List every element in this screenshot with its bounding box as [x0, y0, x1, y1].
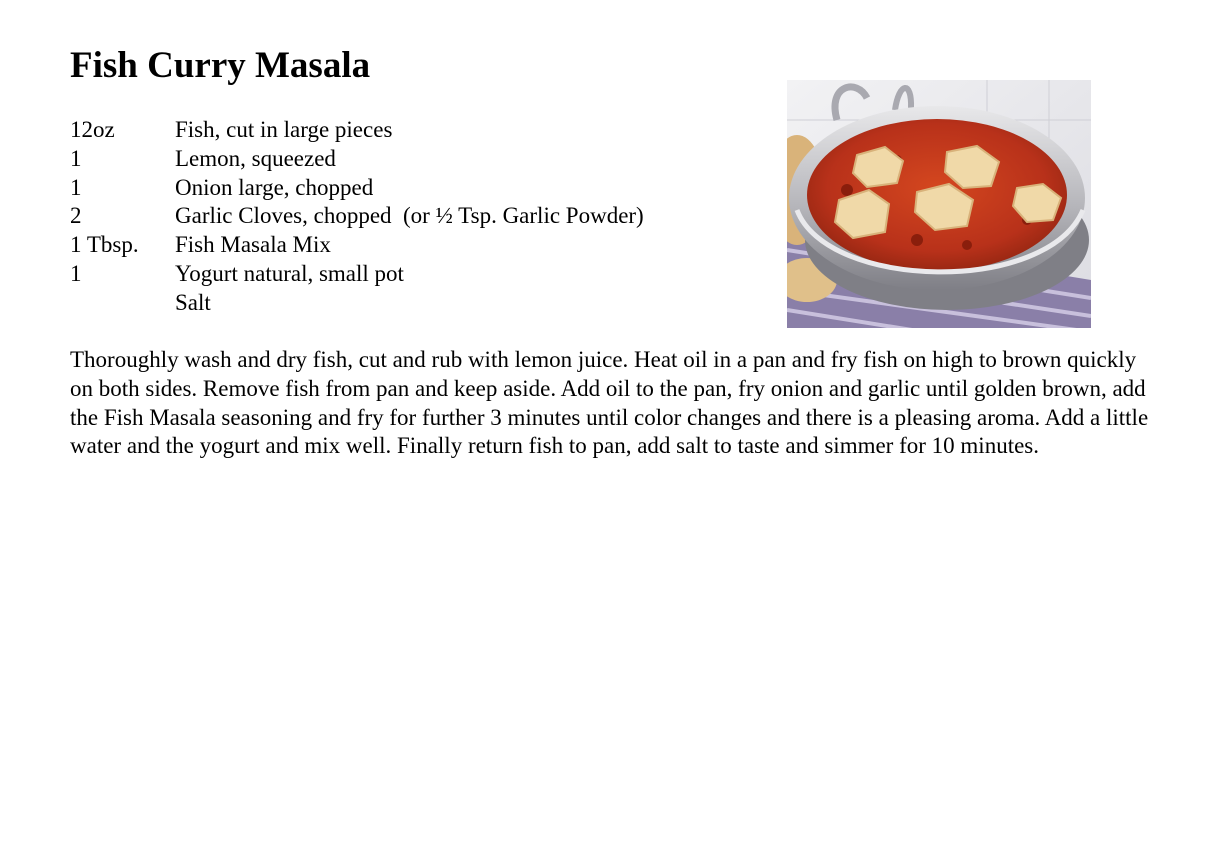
ingredient-quantity: 2 — [70, 203, 82, 229]
ingredient-quantity: 1 — [70, 145, 82, 171]
recipe-title: Fish Curry Masala — [70, 45, 371, 86]
ingredient-name: Fish Masala Mix — [175, 232, 331, 258]
fish-curry-pan-photo — [787, 80, 1091, 328]
ingredient-quantity: 1 — [70, 260, 82, 286]
ingredient-name: Lemon, squeezed — [175, 145, 336, 171]
ingredient-name: Onion large, chopped — [175, 174, 374, 200]
ingredient-name: Fish, cut in large pieces — [175, 117, 393, 142]
ingredient-name: Garlic Cloves, chopped (or ½ Tsp. Garlic Powder) — [175, 203, 644, 229]
recipe-instructions: Thoroughly wash and dry fish, cut and rub with lemon juice. Heat oil in a pan and fry fish on high to brown quickly on both sides. Remove fish from pan and keep aside. Add oil to the pan, fry onion and garlic until golden brown, add the Fish Masala seasoning and fry for further 3 minutes until color changes and there is a pleasing aroma. Add a little water and the yogurt and mix well. Finally return fish to pan, add salt to taste and simmer for 10 minutes. — [70, 347, 1149, 459]
ingredient-quantity: 12oz — [70, 117, 115, 142]
ingredient-quantity: 1 — [70, 174, 82, 200]
ingredient-name: Yogurt natural, small pot — [175, 260, 404, 286]
ingredient-name: Salt — [175, 289, 211, 315]
ingredient-quantity: 1 Tbsp. — [70, 232, 139, 258]
